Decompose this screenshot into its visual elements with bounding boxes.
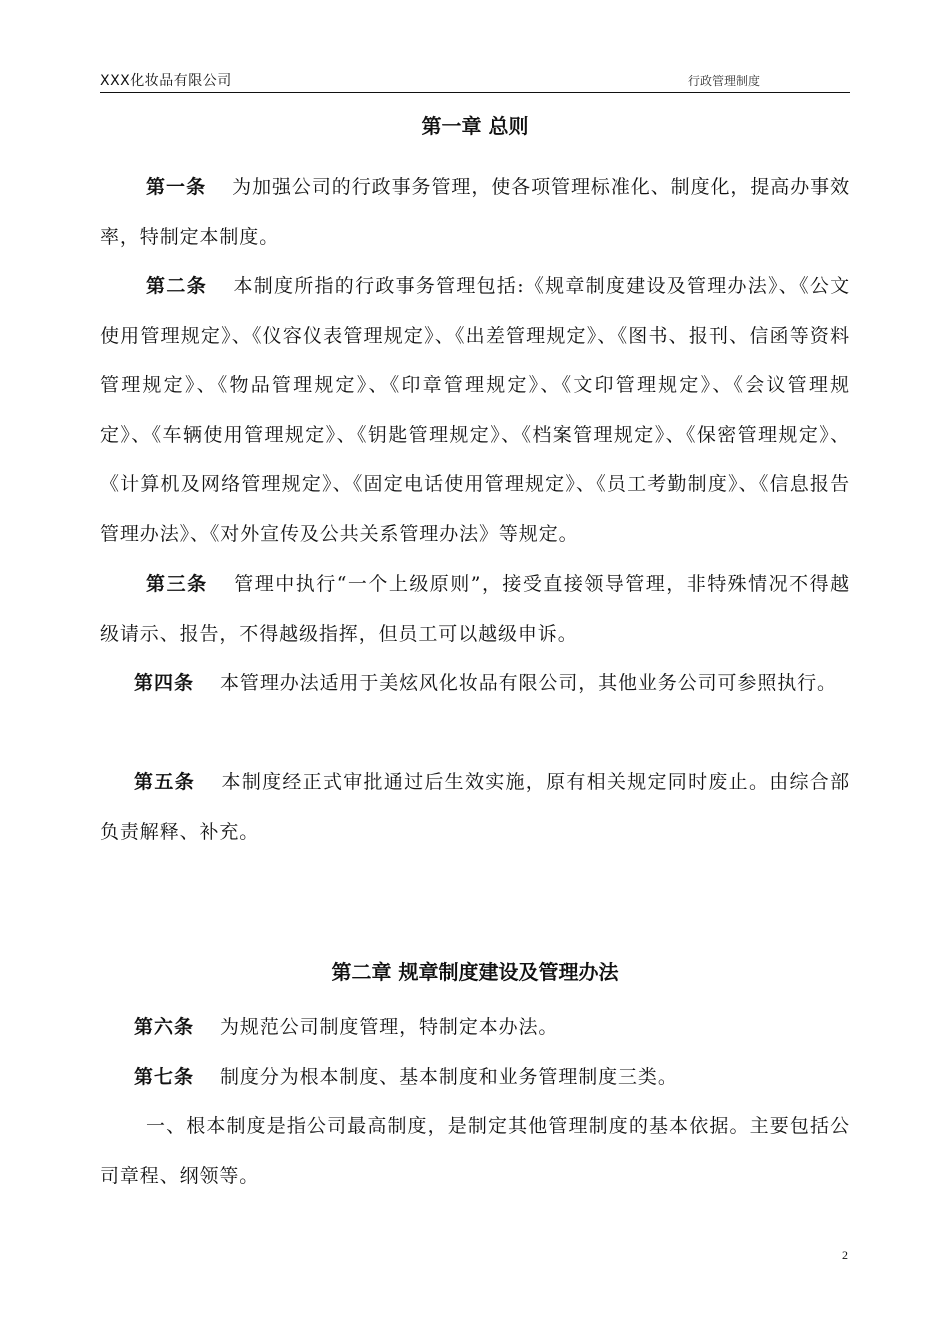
- article-4: [100, 659, 850, 709]
- article-text: 本制度所指的行政事务管理包括:《规章制度建设及管理办法》、《公文使用管理规定》、《仪容仪表管理规定》、《出差管理规定》、《图书、报刊、信函等资料管理规定》、《物品管理规定》、《印章管理规定》、《文印管理规定》、《会议管理规定》、《车辆使用管理规定》、《钥匙管理规定》、《档案管理规定》、《保密管理规定》、《计算机及网络管理规定》、《固定电话使用管理规定》、《员工考勤制度》、《信息报告管理办法》、《对外宣传及公共关系管理办法》等规定。: [100, 275, 850, 545]
- article-label: 第一条: [146, 176, 207, 198]
- article-5: [100, 758, 850, 857]
- page-header: [100, 66, 850, 93]
- article-label: 第六条: [134, 1016, 195, 1038]
- article-7: [100, 1053, 850, 1103]
- paragraph-fundamental-system: 一、根本制度是指公司最高制度，是制定其他管理制度的基本依据。主要包括公司章程、纲领等。: [100, 1115, 850, 1187]
- article-label: 第五条: [134, 771, 196, 793]
- article-label: 第三条: [146, 573, 208, 595]
- article-6: [100, 1003, 850, 1053]
- company-name: XXX化妆品有限公司: [100, 73, 232, 89]
- chapter-1-title: 第一章 总则: [421, 114, 529, 138]
- article-label: 第二条: [146, 275, 208, 297]
- document-type: 行政管理制度: [687, 74, 760, 88]
- article-2: [100, 262, 850, 559]
- article-text: 为规范公司制度管理，特制定本办法。: [220, 1016, 559, 1038]
- article-text: 管理中执行“一个上级原则”，接受直接领导管理，非特殊情况不得越级请示、报告，不得越级指挥，但员工可以越级申诉。: [100, 573, 850, 645]
- page-number: 2: [842, 1248, 848, 1262]
- article-3: [100, 560, 850, 659]
- article-text: 本管理办法适用于美炫风化妆品有限公司，其他业务公司可参照执行。: [220, 672, 837, 694]
- article-label: 第七条: [134, 1066, 195, 1088]
- article-1: [100, 163, 850, 262]
- article-text: 为加强公司的行政事务管理，使各项管理标准化、制度化，提高办事效率，特制定本制度。: [100, 176, 850, 248]
- article-text: 本制度经正式审批通过后生效实施，原有相关规定同时废止。由综合部负责解释、补充。: [100, 771, 850, 843]
- article-label: 第四条: [134, 672, 195, 694]
- article-text: 制度分为根本制度、基本制度和业务管理制度三类。: [220, 1066, 678, 1088]
- chapter-2-title: 第二章 规章制度建设及管理办法: [331, 960, 619, 984]
